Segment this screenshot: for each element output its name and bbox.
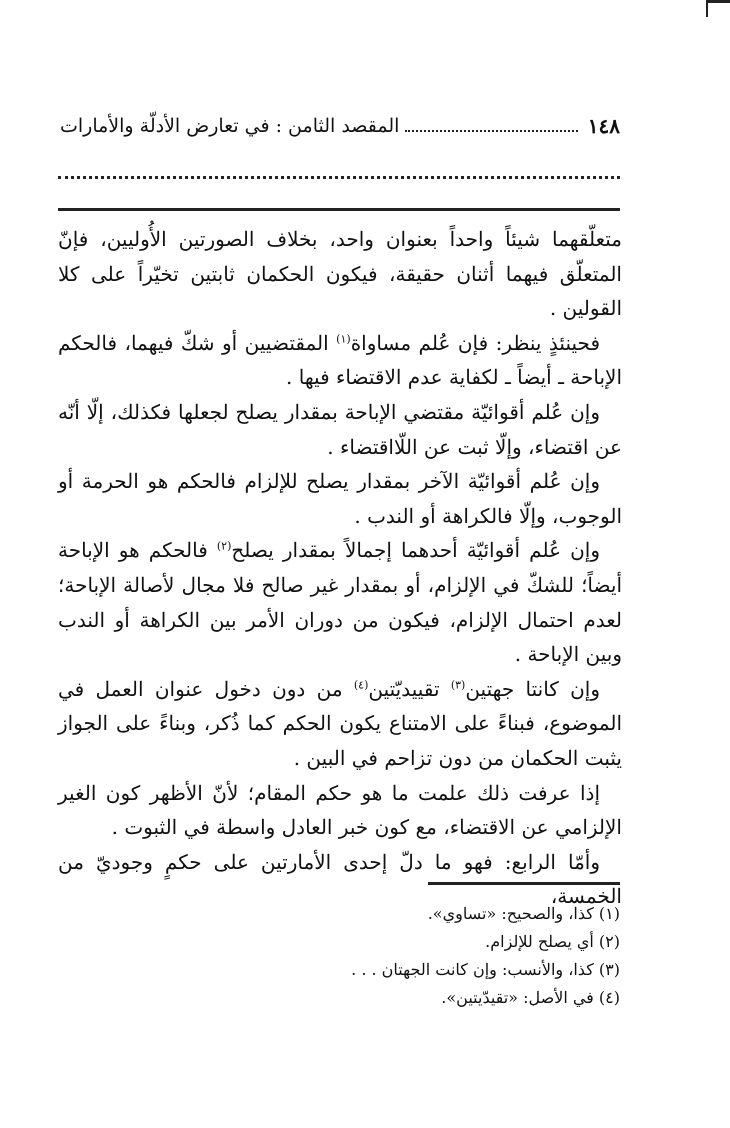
footnote-rule: [428, 882, 620, 885]
footnote-ref: (٤): [353, 678, 369, 692]
footnote-ref: (٣): [450, 678, 466, 692]
paragraph: [58, 464, 622, 533]
paragraph: [58, 533, 622, 671]
header-title: المقصد الثامن : في تعارض الأدلّة والأمارات: [60, 115, 400, 137]
footnote-ref: (٢): [216, 539, 232, 553]
paragraph: [58, 326, 622, 395]
body-text: [58, 222, 622, 914]
paragraph-text: وإن كانتا جهتين: [465, 676, 601, 701]
paragraph-text: تقييديّتين: [368, 676, 451, 701]
paragraph-text: وإن عُلم أقوائيّة أحدهما إجمالاً بمقدار يصلح: [231, 538, 600, 563]
footnote-3: (٣) كذا، والأنسب: وإن كانت الجهتان . . .: [351, 960, 620, 979]
paragraph-text: من دون دخول عنوان العمل في الموضوع، فبناءً على الامتناع يكون الحكم كما ذُكر، وبناءً على الجواز يثبت الحكمان من دون تزاحم في البين .: [58, 676, 622, 770]
footnote-2: (٢) أي يصلح للإلزام.: [485, 932, 620, 951]
paragraph-text: وأمّا الرابع: فهو ما دلّ إحدى الأمارتين على حكمٍ وجوديّ من الخمسة،: [58, 849, 622, 909]
footnote-ref: (١): [336, 332, 351, 346]
paragraph-text: وإن عُلم أقوائيّة مقتضي الإباحة بمقدار يصلح لجعلها فكذلك، إلّا أنّه عن اقتضاء، وإلّا ثبت عن اللّااقتضاء .: [58, 399, 622, 459]
paragraph-text: فالحكم هو الإباحة أيضاً؛ للشكّ في الإلزام، أو بمقدار غير صالح فلا مجال لأصالة الإباحة؛ لعدم احتمال الإلزام، فيكون من دوران الأمر بين الكراهة أو الندب وبين الإباحة .: [58, 538, 622, 667]
footnote-4: (٤) في الأصل: «تقيدّيتين».: [441, 988, 620, 1007]
paragraph-text: المقتضيين أو شكّ فيهما، فالحكم الإباحة ـ أيضاً ـ لكفاية عدم الاقتضاء فيها .: [58, 330, 622, 390]
dotted-separator: [58, 176, 620, 179]
paragraph: [58, 776, 622, 845]
page-number: ١٤٨: [587, 114, 620, 138]
paragraph: [58, 672, 622, 776]
header-leader-dots: [405, 120, 577, 132]
paragraph-text: متعلّقهما شيئاً واحداً بعنوان واحد، بخلاف الصورتين الأُوليين، فإنّ المتعلّق فيهما أثنان حقيقة، فيكون الحكمان ثابتين تخيّراً على كلا القولين .: [58, 227, 622, 321]
paragraph: [58, 395, 622, 464]
footnote-1: (١) كذا، والصحيح: «تساوي».: [427, 904, 620, 923]
paragraph: [58, 222, 622, 326]
footnotes: [58, 900, 620, 1012]
running-header: [60, 112, 620, 140]
paragraph-text: إذا عرفت ذلك علمت ما هو حكم المقام؛ لأنّ الأظهر كون الغير الإلزامي عن الاقتضاء، مع كون خبر العادل واسطة في الثبوت .: [58, 780, 622, 840]
paragraph-text: وإن عُلم أقوائيّة الآخر بمقدار يصلح للإلزام فالحكم هو الحرمة أو الوجوب، وإلّا فالكراهة أو الندب .: [58, 469, 622, 528]
paragraph-text: فحينئذٍ ينظر: فإن عُلم مساواة: [350, 330, 601, 355]
header-rule: [58, 208, 620, 211]
scan-corner-mark: [706, 0, 730, 17]
